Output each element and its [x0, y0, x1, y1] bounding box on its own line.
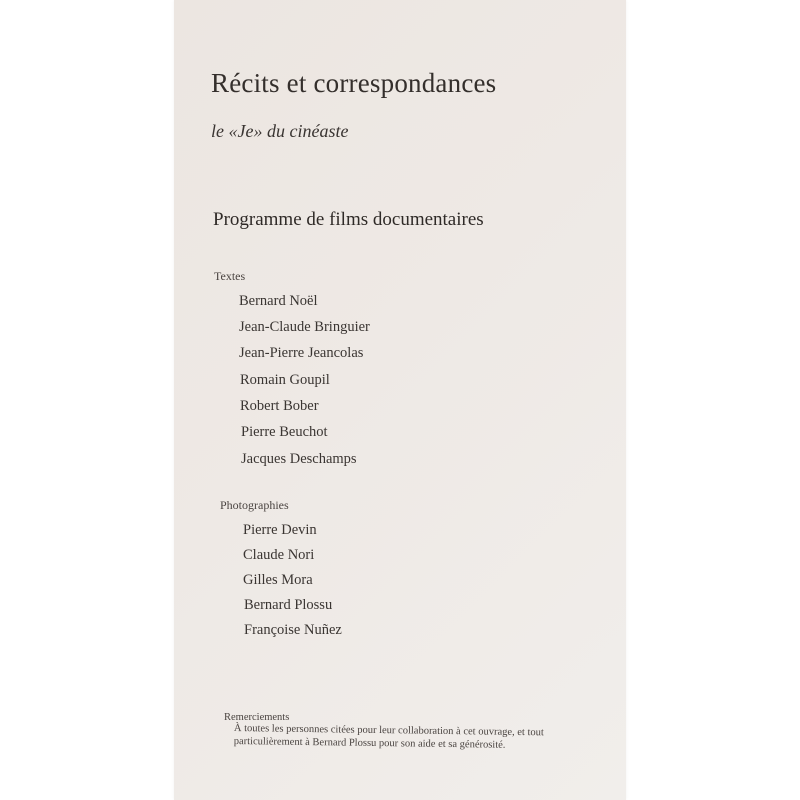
photos-label: Photographies	[220, 498, 289, 512]
photographer: Bernard Plossu	[244, 597, 333, 613]
text-author: Jean-Pierre Jeancolas	[239, 345, 364, 361]
text-author: Robert Bober	[240, 398, 319, 414]
photographer: Gilles Mora	[243, 572, 313, 588]
thanks-label: Remerciements	[224, 712, 290, 723]
texts-label: Textes	[214, 269, 246, 283]
page-subtitle: le «Je» du cinéaste	[211, 121, 349, 141]
thanks-text: À toutes les personnes citées pour leur collaboration à cet ouvrage, et tout particulièrement à Bernard Plossu pour son aide et sa générosité.	[233, 723, 544, 751]
programme-heading: Programme de films documentaires	[213, 209, 484, 230]
page-title: Récits et correspondances	[211, 68, 497, 98]
photographer: Françoise Nuñez	[244, 622, 342, 638]
text-author: Romain Goupil	[240, 372, 330, 388]
text-author: Jean-Claude Bringuier	[239, 319, 370, 335]
text-author: Jacques Deschamps	[241, 451, 357, 467]
book-page	[174, 0, 626, 800]
text-author: Pierre Beuchot	[241, 424, 328, 440]
text-author: Bernard Noël	[239, 293, 318, 309]
photographer: Pierre Devin	[243, 522, 317, 538]
photographer: Claude Nori	[243, 547, 315, 563]
